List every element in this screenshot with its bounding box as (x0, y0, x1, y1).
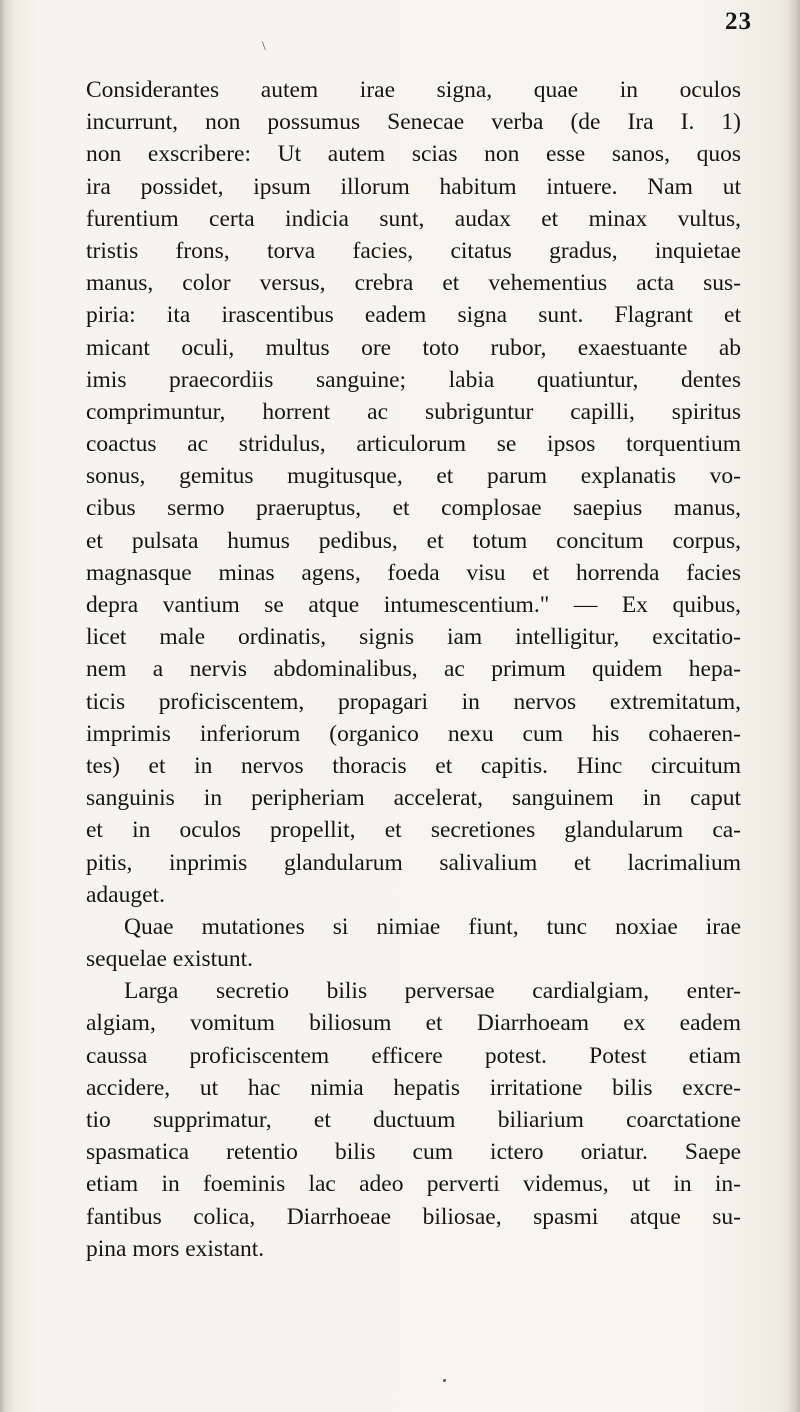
text-line: incurrunt, non possumus Senecae verba (de Ira I. 1) (86, 109, 741, 136)
text-line: manus, color versus, crebra et vehementius acta sus- (86, 270, 741, 297)
text-line: piria: ita irascentibus eadem signa sunt. Flagrant et (86, 302, 741, 329)
text-line: pitis, inprimis glandularum salivalium et lacrimalium (86, 849, 741, 876)
text-line: cibus sermo praeruptus, et complosae saepius manus, (86, 495, 741, 522)
text-line: ticis proficiscentem, propagari in nervos extremitatum, (86, 688, 741, 715)
text-line: etiam in foeminis lac adeo perverti videmus, ut in in- (86, 1171, 741, 1198)
page-left-edge-shadow (0, 0, 16, 1412)
text-line: adauget. (86, 881, 165, 908)
text-line: depra vantium se atque intumescentium." — Ex quibus, (86, 592, 741, 618)
text-line: tio supprimatur, et ductuum biliarium coarctatione (86, 1107, 741, 1133)
page-right-edge-shadow (786, 0, 800, 1412)
text-line: magnasque minas agens, foeda visu et horrenda facies (86, 559, 741, 586)
text-line: fantibus colica, Diarrhoeae biliosae, spasmi atque su- (86, 1203, 741, 1230)
text-line: sanguinis in peripheriam accelerat, sanguinem in caput (86, 785, 741, 812)
text-line: sonus, gemitus mugitusque, et parum explanatis vo- (86, 463, 741, 490)
text-line: accidere, ut hac nimia hepatis irritatione bilis excre- (86, 1074, 741, 1101)
text-line: Quae mutationes si nimiae fiunt, tunc noxiae irae (124, 913, 741, 940)
text-line: tristis frons, torva facies, citatus gradus, inquietae (86, 237, 741, 264)
text-line: algiam, vomitum biliosum et Diarrhoeam ex eadem (86, 1010, 741, 1037)
top-mark: \ (262, 38, 266, 53)
text-line: licet male ordinatis, signis iam intelligitur, excitatio- (86, 624, 741, 651)
text-line: sequelae existunt. (86, 946, 254, 973)
body-text (86, 74, 741, 1265)
text-line: et pulsata humus pedibus, et totum concitum corpus, (86, 527, 741, 554)
text-line: Considerantes autem irae signa, quae in oculos (86, 77, 741, 103)
text-line: pina mors existant. (86, 1235, 265, 1262)
ink-speck (443, 1379, 446, 1382)
text-line: furentium certa indicia sunt, audax et minax vultus, (86, 205, 741, 232)
text-line: imis praecordiis sanguine; labia quatiuntur, dentes (86, 366, 741, 393)
text-line: caussa proficiscentem efficere potest. Potest etiam (86, 1042, 741, 1069)
text-line: ira possidet, ipsum illorum habitum intuere. Nam ut (86, 173, 741, 200)
text-line: comprimuntur, horrent ac subriguntur capilli, spiritus (86, 398, 741, 425)
text-line: spasmatica retentio bilis cum ictero oriatur. Saepe (86, 1139, 741, 1166)
text-line: nem a nervis abdominalibus, ac primum quidem hepa- (86, 656, 741, 683)
text-line: imprimis inferiorum (organico nexu cum his cohaeren- (86, 720, 741, 747)
text-line: non exscribere: Ut autem scias non esse sanos, quos (86, 141, 741, 168)
text-line: micant oculi, multus ore toto rubor, exaestuante ab (86, 334, 741, 361)
text-line: et in oculos propellit, et secretiones glandularum ca- (86, 817, 741, 844)
page-number: 23 (725, 8, 752, 35)
text-line: Larga secretio bilis perversae cardialgiam, enter- (124, 978, 741, 1005)
text-line: tes) et in nervos thoracis et capitis. Hinc circuitum (86, 752, 741, 779)
text-line: coactus ac stridulus, articulorum se ipsos torquentium (86, 431, 741, 458)
